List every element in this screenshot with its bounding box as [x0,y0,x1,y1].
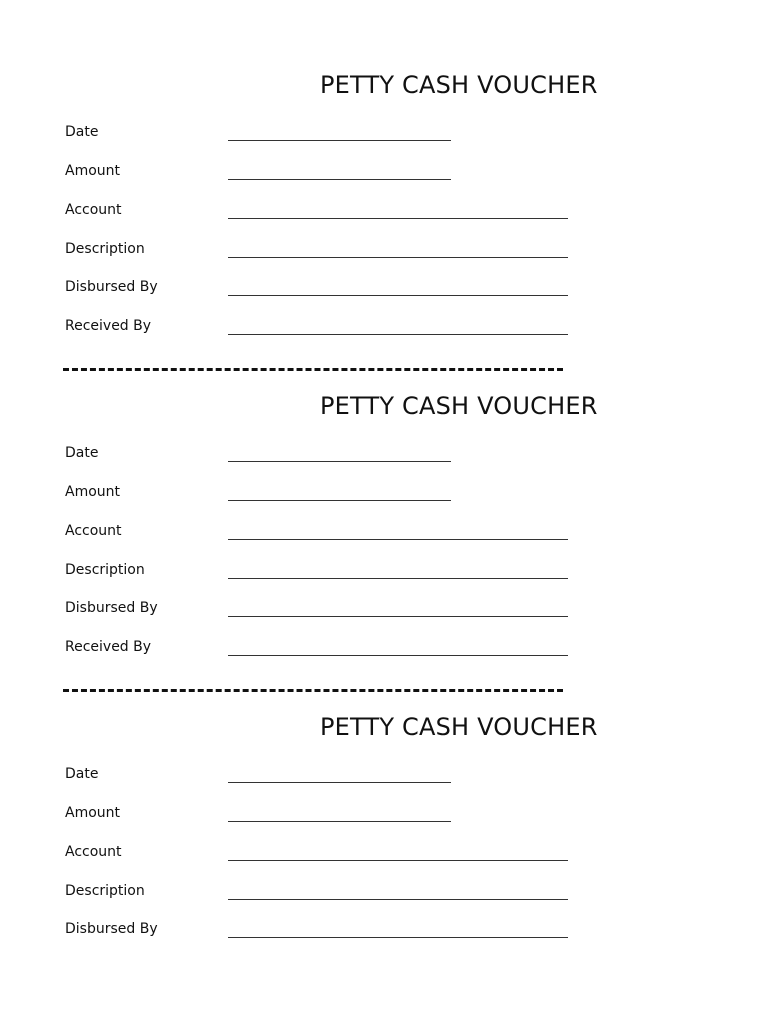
amount-fill-line [228,179,451,180]
disbursed-by-fill-line [228,616,568,617]
field-label-received-by: Received By [65,318,152,334]
field-label-received-by: Received By [65,639,152,655]
cut-line-divider [63,689,563,692]
voucher-title: PETTY CASH VOUCHER [320,392,598,420]
description-fill-line [228,899,568,900]
field-label-disbursed-by: Disbursed By [65,600,158,616]
account-fill-line [228,218,568,219]
field-label-date: Date [65,766,99,782]
amount-fill-line [228,500,451,501]
field-label-date: Date [65,445,99,461]
field-label-amount: Amount [65,805,121,821]
field-label-account: Account [65,844,122,860]
account-fill-line [228,539,568,540]
field-label-description: Description [65,883,145,899]
voucher-title: PETTY CASH VOUCHER [320,71,598,99]
cut-line-divider [63,368,563,371]
amount-fill-line [228,821,451,822]
field-label-description: Description [65,241,145,257]
field-label-amount: Amount [65,484,121,500]
field-label-account: Account [65,202,122,218]
field-label-description: Description [65,562,145,578]
date-fill-line [228,461,451,462]
field-label-date: Date [65,124,99,140]
field-label-disbursed-by: Disbursed By [65,279,158,295]
voucher-title: PETTY CASH VOUCHER [320,713,598,741]
received-by-fill-line [228,334,568,335]
received-by-fill-line [228,655,568,656]
disbursed-by-fill-line [228,295,568,296]
description-fill-line [228,257,568,258]
field-label-disbursed-by: Disbursed By [65,921,158,937]
field-label-account: Account [65,523,122,539]
description-fill-line [228,578,568,579]
date-fill-line [228,782,451,783]
account-fill-line [228,860,568,861]
date-fill-line [228,140,451,141]
field-label-amount: Amount [65,163,121,179]
disbursed-by-fill-line [228,937,568,938]
